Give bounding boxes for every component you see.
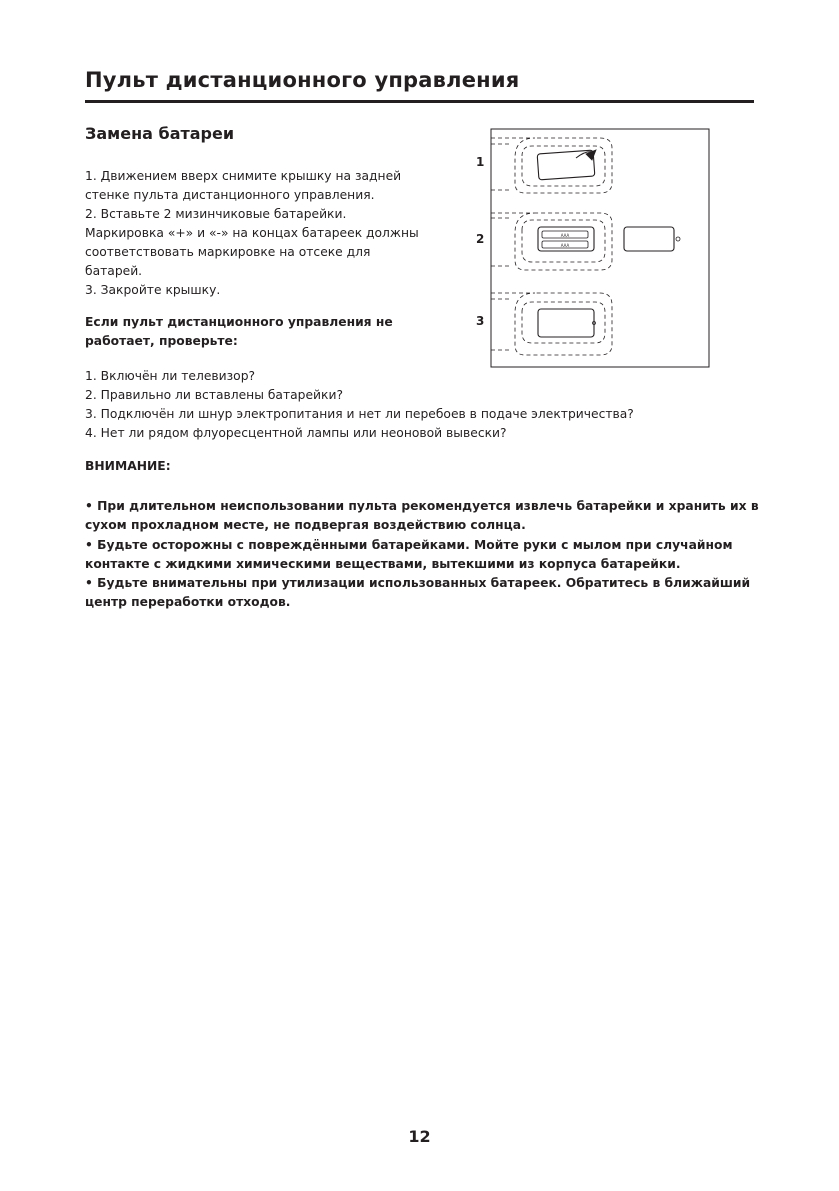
warning-item-3: • Будьте внимательны при утилизации использованных батареек. Обратитесь в ближайший центр переработки отходов. xyxy=(85,576,751,610)
warning-heading: ВНИМАНИЕ: xyxy=(85,459,171,473)
troubleshooting-item-4: 4. Нет ли рядом флуоресцентной лампы или неоновой вывески? xyxy=(85,426,507,440)
figure-label-3: 3 xyxy=(476,314,485,328)
troubleshooting-list xyxy=(85,367,775,443)
page-number: 12 xyxy=(408,1127,431,1146)
battery-step-3: 3. Закройте крышку. xyxy=(85,283,221,297)
battery-step-2: 2. Вставьте 2 мизинчиковые батарейки. Маркировка «+» и «-» на концах батареек должны соответствовать маркировке на отсеке для батарей. xyxy=(85,207,419,278)
battery-replacement-figure xyxy=(470,128,710,368)
warning-item-2: • Будьте осторожны с повреждёнными батарейками. Мойте руки с мылом при случайном контакте с жидкими химическими веществами, вытекшими из корпуса батарейки. xyxy=(85,537,733,571)
warning-item-1: • При длительном неиспользовании пульта рекомендуется извлечь батарейки и хранить их в сухом прохладном месте, не подвергая воздействию солнца. xyxy=(85,499,759,533)
figure-label-2: 2 xyxy=(476,232,485,246)
troubleshooting-item-1: 1. Включён ли телевизор? xyxy=(85,369,256,383)
remote-step-1 xyxy=(491,138,612,193)
battery-steps xyxy=(85,167,425,300)
troubleshooting-item-3: 3. Подключён ли шнур электропитания и нет ли перебоев в подаче электричества? xyxy=(85,407,634,421)
page-title: Пульт дистанционного управления xyxy=(85,68,520,92)
troubleshooting-item-2: 2. Правильно ли вставлены батарейки? xyxy=(85,388,343,402)
title-rule xyxy=(85,100,754,103)
battery-label-1: AAA xyxy=(560,233,570,238)
warning-list xyxy=(85,497,765,613)
figure-label-1: 1 xyxy=(476,155,485,169)
battery-section-heading: Замена батареи xyxy=(85,124,235,143)
remote-step-2 xyxy=(491,213,680,270)
troubleshooting-heading: Если пульт дистанционного управления не работает, проверьте: xyxy=(85,315,393,348)
battery-step-1: 1. Движением вверх снимите крышку на задней стенке пульта дистанционного управления. xyxy=(85,169,402,202)
figure-frame xyxy=(491,129,709,367)
battery-label-2: AAA xyxy=(560,243,570,248)
remote-step-3 xyxy=(491,293,612,355)
